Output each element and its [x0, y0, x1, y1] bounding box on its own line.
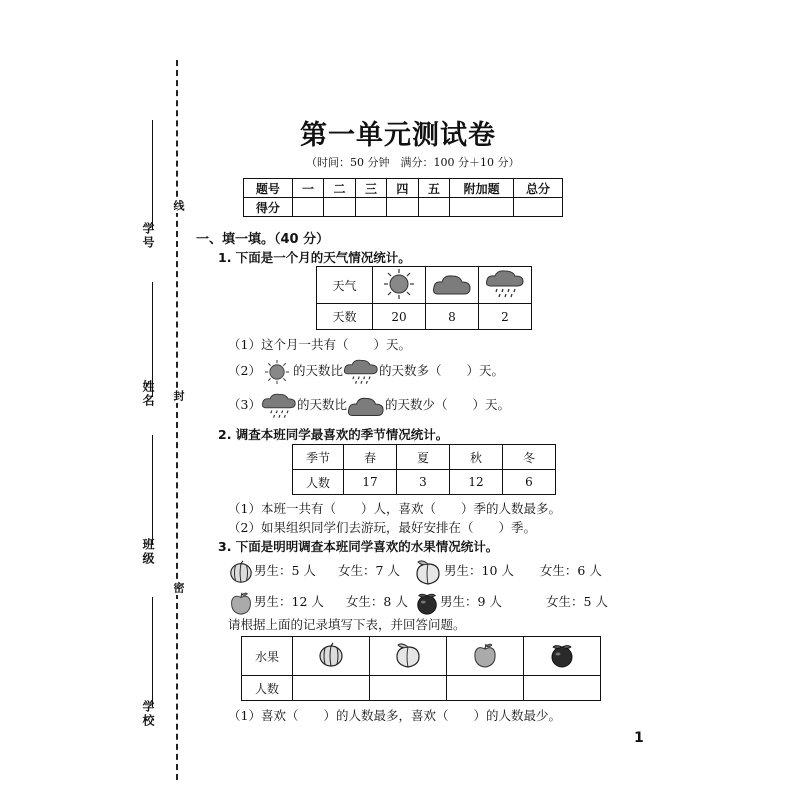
sun-icon — [379, 268, 419, 300]
fruit-people-header: 人数 — [242, 676, 293, 701]
time-and-score-note: （时间：50 分钟 满分：100 分＋10 分） — [306, 156, 520, 169]
score-table — [243, 178, 563, 217]
section-heading: 一、填一填。（40 分） — [196, 232, 330, 247]
page-number: 1 — [634, 730, 644, 746]
q1-sub2-prefix: （2） — [228, 363, 261, 378]
fruit-people-cell[interactable] — [370, 676, 447, 701]
season-summer: 夏 — [397, 445, 450, 470]
season-spring: 春 — [344, 445, 397, 470]
question-3: 3. 下面是明明调查本班同学喜欢的水果情况统计。 — [218, 539, 499, 554]
fruit-record-orange — [414, 588, 608, 616]
q1-sub3 — [228, 390, 510, 420]
score-cell[interactable] — [418, 198, 449, 217]
apple-girls: 女生：8 人 — [345, 594, 408, 609]
apple-icon — [228, 590, 254, 616]
fruit-record-watermelon — [228, 557, 400, 585]
page-title: 第一单元测试卷 — [300, 120, 496, 151]
fruit-header: 水果 — [242, 637, 293, 676]
score-table-header-score: 得分 — [244, 198, 293, 217]
q2-sub2: （2）如果组织同学们去游玩，最好安排在（ ）季。 — [228, 520, 536, 535]
score-col-4: 四 — [387, 179, 418, 198]
cut-mark-secret: 密 — [172, 582, 185, 595]
days-cloudy: 8 — [426, 304, 479, 330]
score-col-bonus: 附加题 — [450, 179, 514, 198]
people-winter: 6 — [503, 470, 556, 495]
apple-boys: 男生：12 人 — [254, 594, 324, 609]
season-table — [292, 444, 556, 495]
question-2: 2. 调查本班同学最喜欢的季节情况统计。 — [218, 427, 449, 442]
orange-icon — [548, 641, 576, 669]
orange-icon — [414, 590, 440, 616]
days-header: 天数 — [317, 304, 373, 330]
fruit-record-peach — [412, 557, 602, 585]
rain-cloud-icon — [261, 391, 297, 421]
class-blank — [152, 435, 153, 545]
score-cell[interactable] — [292, 198, 323, 217]
peach-boys: 男生：10 人 — [444, 563, 514, 578]
school-label: 学校 — [141, 700, 155, 728]
q1-sub1: （1）这个月一共有（ ）天。 — [228, 337, 411, 352]
season-header: 季节 — [293, 445, 344, 470]
score-col-2: 二 — [324, 179, 355, 198]
weather-cell-cloud — [426, 267, 479, 304]
season-winter: 冬 — [503, 445, 556, 470]
rain-cloud-icon — [343, 357, 379, 387]
score-cell[interactable] — [387, 198, 418, 217]
cloud-icon — [432, 270, 472, 298]
fruit-people-cell[interactable] — [524, 676, 601, 701]
cut-mark-seal: 封 — [172, 390, 185, 403]
score-cell[interactable] — [355, 198, 386, 217]
watermelon-girls: 女生：7 人 — [337, 563, 400, 578]
weather-cell-sun — [373, 267, 426, 304]
student-id-blank — [152, 120, 153, 230]
q3-instruction: 请根据上面的记录填写下表，并回答问题。 — [228, 617, 466, 632]
people-summer: 3 — [397, 470, 450, 495]
q1-sub2-mid: 的天数比 — [292, 363, 343, 378]
people-spring: 17 — [344, 470, 397, 495]
q1-sub3-prefix: （3） — [228, 397, 261, 412]
score-col-total: 总分 — [514, 179, 563, 198]
apple-icon — [471, 641, 499, 669]
q1-sub2-suffix: 的天数多（ ）天。 — [378, 363, 504, 378]
q2-sub1: （1）本班一共有（ ）人，喜欢（ ）季的人数最多。 — [228, 501, 561, 516]
score-col-3: 三 — [355, 179, 386, 198]
q1-sub3-mid: 的天数比 — [296, 397, 347, 412]
weather-header: 天气 — [317, 267, 373, 304]
score-cell[interactable] — [450, 198, 514, 217]
peach-icon — [392, 641, 424, 669]
fruit-cell-orange — [524, 637, 601, 676]
fruit-table — [241, 636, 601, 701]
cut-mark-line: 线 — [172, 200, 185, 213]
name-label: 姓名 — [141, 380, 155, 408]
sun-icon — [261, 359, 293, 385]
score-cell[interactable] — [324, 198, 355, 217]
peach-girls: 女生：6 人 — [539, 563, 602, 578]
q3-sub1: （1）喜欢（ ）的人数最多，喜欢（ ）的人数最少。 — [228, 708, 561, 723]
days-sunny: 20 — [373, 304, 426, 330]
fruit-cell-peach — [370, 637, 447, 676]
fruit-cell-apple — [447, 637, 524, 676]
watermelon-icon — [317, 641, 345, 669]
q1-sub2 — [228, 356, 504, 386]
student-id-label: 学号 — [141, 222, 155, 250]
orange-boys: 男生：9 人 — [440, 594, 502, 609]
watermelon-boys: 男生：5 人 — [254, 563, 316, 578]
school-blank — [152, 597, 153, 707]
weather-table — [316, 266, 532, 330]
score-cell[interactable] — [514, 198, 563, 217]
people-autumn: 12 — [450, 470, 503, 495]
cloud-icon — [347, 392, 385, 420]
score-col-5: 五 — [418, 179, 449, 198]
score-table-header-number: 题号 — [244, 179, 293, 198]
score-col-1: 一 — [292, 179, 323, 198]
watermelon-icon — [228, 559, 254, 585]
binding-dashed-line — [176, 60, 178, 780]
season-autumn: 秋 — [450, 445, 503, 470]
peach-icon — [412, 558, 444, 586]
orange-girls: 女生：5 人 — [545, 594, 608, 609]
rain-cloud-icon — [485, 268, 525, 300]
class-label: 班级 — [141, 538, 155, 566]
q1-sub3-suffix: 的天数少（ ）天。 — [384, 397, 510, 412]
fruit-people-cell[interactable] — [447, 676, 524, 701]
fruit-cell-watermelon — [293, 637, 370, 676]
weather-cell-rain — [479, 267, 532, 304]
people-header: 人数 — [293, 470, 344, 495]
question-1: 1. 下面是一个月的天气情况统计。 — [218, 250, 411, 265]
fruit-people-cell[interactable] — [293, 676, 370, 701]
fruit-record-apple — [228, 588, 408, 616]
days-rainy: 2 — [479, 304, 532, 330]
